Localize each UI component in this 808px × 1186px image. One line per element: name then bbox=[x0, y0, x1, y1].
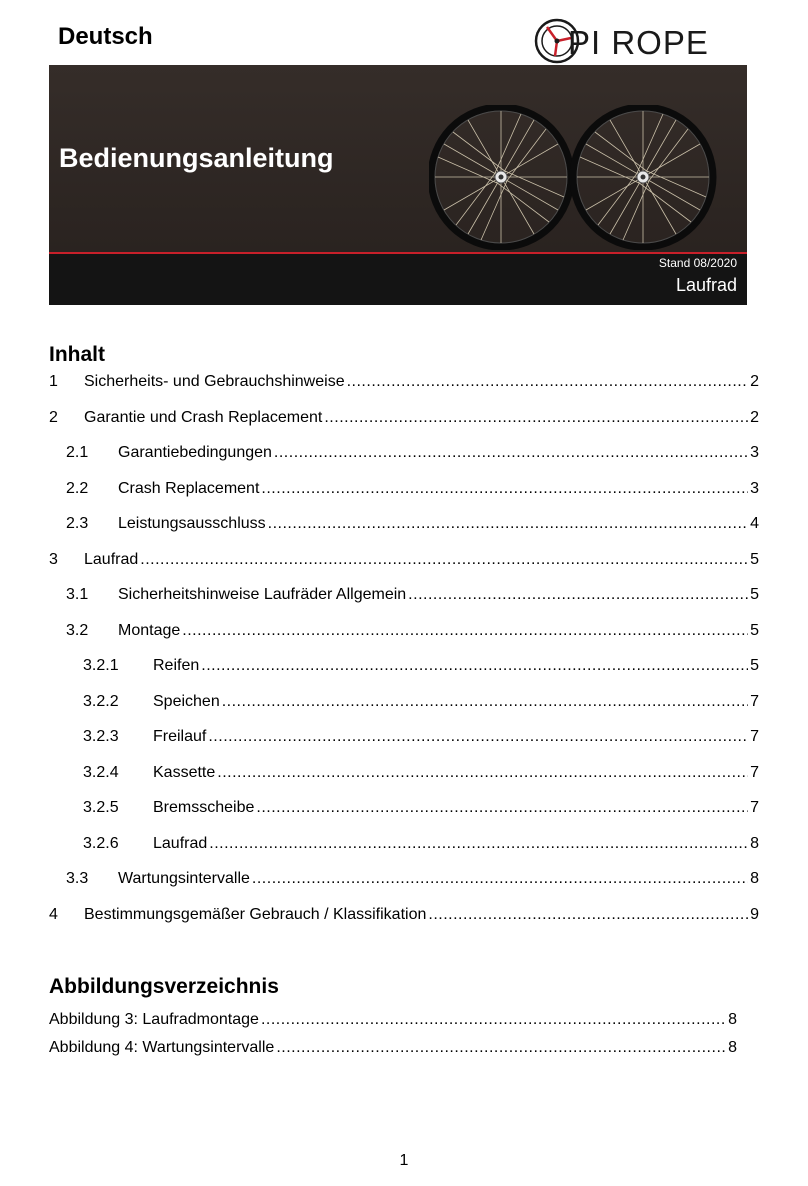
toc-leader-dots bbox=[201, 657, 748, 675]
toc-entry-page: 9 bbox=[750, 905, 759, 923]
toc-leader-dots bbox=[209, 835, 748, 853]
toc-leader-dots bbox=[428, 906, 748, 924]
toc-entry-title: Montage bbox=[118, 621, 181, 639]
toc-entry-number: 3 bbox=[49, 550, 58, 568]
toc-entry-number: 3.2.3 bbox=[83, 728, 119, 745]
toc-entry-number: 2 bbox=[49, 408, 58, 426]
toc-entry-title: Laufrad bbox=[84, 550, 139, 568]
toc-entry-page: 3 bbox=[750, 479, 759, 497]
toc-entry-title: Reifen bbox=[153, 657, 200, 674]
toc-leader-dots bbox=[408, 586, 748, 604]
toc-leader-dots bbox=[222, 693, 748, 711]
toc-entry[interactable] bbox=[49, 613, 759, 649]
toc-entry-number: 3.2.5 bbox=[83, 799, 119, 816]
page-number: 1 bbox=[399, 1152, 409, 1169]
toc-entry-page: 2 bbox=[750, 408, 759, 426]
toc-leader-dots bbox=[347, 373, 749, 391]
toc-entry[interactable] bbox=[49, 755, 759, 791]
toc-entry-page: 2 bbox=[750, 373, 759, 390]
manual-title: Bedienungsanleitung bbox=[59, 143, 334, 173]
figure-leader-dots bbox=[276, 1039, 726, 1057]
toc-entry-title: Sicherheits- und Gebrauchshinweise bbox=[84, 373, 345, 390]
brand-logo bbox=[533, 16, 745, 66]
toc-entry-page: 8 bbox=[750, 870, 759, 887]
toc-entry[interactable] bbox=[49, 897, 759, 933]
toc-leader-dots bbox=[182, 622, 748, 640]
toc-entry-number: 3.1 bbox=[66, 586, 89, 603]
toc-leader-dots bbox=[274, 444, 748, 462]
toc-entry-title: Bremsscheibe bbox=[153, 799, 255, 816]
toc-entry-number: 2.3 bbox=[66, 515, 89, 532]
title-banner bbox=[49, 65, 747, 305]
logo-text: PI ROPE bbox=[568, 24, 709, 61]
toc-entry-title: Leistungsausschluss bbox=[118, 515, 266, 532]
toc-entry[interactable] bbox=[49, 364, 759, 400]
toc-entry-number: 3.2.6 bbox=[83, 834, 119, 852]
toc-entry-title: Bestimmungsgemäßer Gebrauch / Klassifikation bbox=[84, 905, 427, 923]
toc-entry[interactable] bbox=[49, 542, 759, 578]
toc-leader-dots bbox=[140, 551, 748, 569]
toc-entry-page: 5 bbox=[750, 621, 759, 639]
revision-date: Stand 08/2020 bbox=[658, 256, 737, 270]
toc-entry-page: 7 bbox=[750, 763, 759, 781]
toc-entry[interactable] bbox=[49, 648, 759, 684]
toc-entry[interactable] bbox=[49, 861, 759, 897]
figure-entry-title: Abbildung 3: Laufradmontage bbox=[49, 1011, 259, 1028]
figure-entry-title: Abbildung 4: Wartungsintervalle bbox=[49, 1039, 275, 1056]
toc-entry-page: 8 bbox=[750, 834, 759, 852]
toc-entry-page: 7 bbox=[750, 728, 759, 745]
toc-leader-dots bbox=[208, 728, 748, 746]
figure-entry[interactable] bbox=[49, 1011, 737, 1039]
language-label: Deutsch bbox=[58, 23, 153, 50]
toc-entry-number: 1 bbox=[49, 373, 58, 390]
toc-entry-page: 7 bbox=[750, 692, 759, 710]
toc-entry-title: Garantiebedingungen bbox=[118, 444, 272, 461]
toc-entry[interactable] bbox=[49, 684, 759, 720]
toc-entry[interactable] bbox=[49, 400, 759, 436]
toc-leader-dots bbox=[268, 515, 748, 533]
toc-entry-title: Laufrad bbox=[153, 834, 208, 852]
toc-entry-number: 2.1 bbox=[66, 444, 89, 461]
wheels-image bbox=[429, 105, 729, 250]
toc-entry-page: 3 bbox=[750, 444, 759, 461]
toc-entry-title: Kassette bbox=[153, 763, 216, 781]
toc-entry-number: 4 bbox=[49, 905, 58, 923]
toc-entry-number: 3.2.4 bbox=[83, 763, 119, 781]
toc-entry-page: 4 bbox=[750, 515, 759, 532]
toc-entry-page: 5 bbox=[750, 550, 759, 568]
toc-leader-dots bbox=[261, 480, 748, 498]
toc-entry-number: 3.2 bbox=[66, 621, 89, 639]
product-name: Laufrad bbox=[675, 275, 737, 295]
toc-entry-title: Speichen bbox=[153, 692, 220, 710]
figure-entry[interactable] bbox=[49, 1039, 737, 1067]
toc-entry-title: Wartungsintervalle bbox=[118, 870, 250, 887]
toc-entry-title: Garantie und Crash Replacement bbox=[84, 408, 323, 426]
toc-entry[interactable] bbox=[49, 435, 759, 471]
toc-entry-title: Freilauf bbox=[153, 728, 207, 745]
toc-leader-dots bbox=[217, 764, 748, 782]
toc-leader-dots bbox=[252, 870, 748, 888]
toc-entry-number: 3.2.1 bbox=[83, 657, 119, 674]
toc-entry[interactable] bbox=[49, 790, 759, 826]
figure-entry-page: 8 bbox=[728, 1039, 737, 1056]
toc-entry[interactable] bbox=[49, 826, 759, 862]
toc-heading: Inhalt bbox=[49, 343, 105, 366]
toc-leader-dots bbox=[256, 799, 748, 817]
toc-entry[interactable] bbox=[49, 506, 759, 542]
toc-entry-page: 5 bbox=[750, 586, 759, 603]
figure-leader-dots bbox=[261, 1011, 726, 1029]
toc-entry-page: 5 bbox=[750, 657, 759, 674]
toc-entry[interactable] bbox=[49, 471, 759, 507]
toc-entry-number: 3.3 bbox=[66, 870, 89, 887]
toc-entry[interactable] bbox=[49, 719, 759, 755]
toc-entry-number: 3.2.2 bbox=[83, 692, 119, 710]
toc-entry-title: Crash Replacement bbox=[118, 479, 260, 497]
figures-heading: Abbildungsverzeichnis bbox=[49, 975, 279, 998]
toc-entry-title: Sicherheitshinweise Laufräder Allgemein bbox=[118, 586, 407, 603]
figure-entry-page: 8 bbox=[728, 1011, 737, 1028]
toc-entry-page: 7 bbox=[750, 799, 759, 816]
toc-entry-number: 2.2 bbox=[66, 479, 89, 497]
toc-leader-dots bbox=[324, 409, 748, 427]
toc-entry[interactable] bbox=[49, 577, 759, 613]
